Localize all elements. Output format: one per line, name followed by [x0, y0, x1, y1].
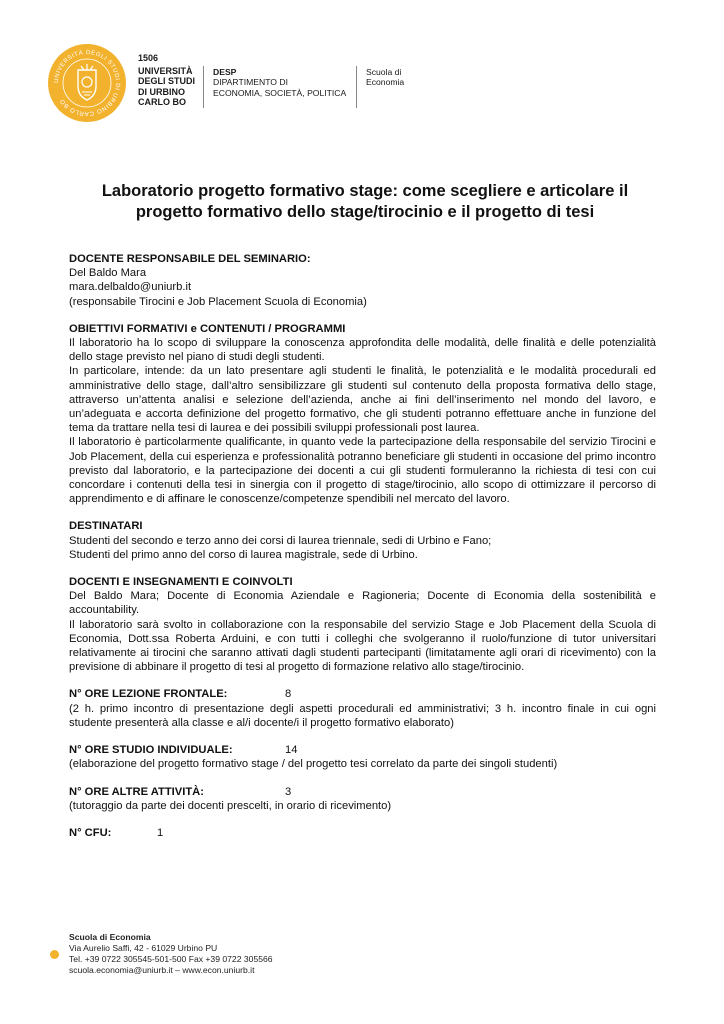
section-obiettivi	[69, 322, 656, 507]
paragraph: Il laboratorio sarà svolto in collaborazione con la responsabile del servizio Stage e Job Placement della Scuola di Economia, Dott.ssa Roberta Arduini, e con tutti i colleghi che svolgeranno il ruolo/funzione di tutor universitari relativamente ai tirocini che saranno attivati dagli studenti partecipanti (limitatamente agli orari di ricevimento) con la previsione di abbinare il progetto di tesi al progetto di formazione relativo allo stage/tirocinio.	[69, 618, 656, 674]
university-line: DEGLI STUDI	[138, 76, 196, 86]
field-description: (2 h. primo incontro di presentazione degli aspetti procedurali ed amministrativi; 3 h. incontro finale in cui ogni studente presenterà alla classe e al/i docente/i il progetto formativo elaborato)	[69, 702, 656, 729]
section-destinatari	[69, 519, 656, 562]
department-acronym: DESP	[213, 67, 237, 77]
field-value: 3	[285, 785, 292, 798]
field-label: N° ORE ALTRE ATTIVITÀ:	[69, 785, 204, 798]
department-name	[213, 67, 346, 98]
section-docente	[69, 252, 656, 309]
paragraph: Il laboratorio è particolarmente qualificante, in quanto vede la partecipazione della responsabile del servizio Tirocini e Job Placement, della cui esperienza e professionalità potranno beneficiare gli studenti in occasione del primo incontro previsto dal laboratorio, e la partecipazione dei docenti a cui gli studenti formuleranno la richiesta di tesi con cui concordare i contenuti della tesi in sinergia con il progetto di stage/tirocinio, allo scopo di ottimizzare il percorso di apprendimento e di affinare le conoscenze/competenze spendibili nel mercato del lavoro.	[69, 436, 656, 506]
paragraph: In particolare, intende: da un lato presentare agli studenti le finalità, le potenzialità e le modalità procedurali ed amministrative dello stage, dall’altro sensibilizzare gli studenti sul contenuto della proposta formativa dello stage, attraverso un’attenta analisi e selezione dell’azienda, anche ai fini dell’inserimento nel mondo del lavoro, e un’adeguata e accorta definizione del progetto formativo, che gli studenti potranno effettuare anche in funzione del tema da trattare nella tesi di laurea e dei possibili sviluppi professionali post laurea.	[69, 365, 656, 435]
field-label: N° ORE STUDIO INDIVIDUALE:	[69, 744, 233, 757]
cfu	[69, 826, 656, 840]
docente-name: Del Baldo Mara	[69, 267, 147, 280]
section-heading: DOCENTE RESPONSABILE DEL SEMINARIO:	[69, 253, 311, 265]
footer-web: scuola.economia@uniurb.it – www.econ.uniurb.it	[69, 965, 255, 975]
section-heading: DOCENTI E INSEGNAMENTI E COINVOLTI	[69, 576, 293, 589]
footer	[69, 932, 273, 976]
ore-studio-individuale	[69, 743, 656, 771]
header-divider	[356, 66, 357, 108]
ore-altre-attivita	[69, 785, 656, 813]
paragraph: Il laboratorio ha lo scopo di sviluppare la conoscenza approfondita delle modalità, delle finalità e delle potenzialità dello stage previsto nel piano di studi degli studenti.	[69, 337, 656, 364]
seal-text: UNIVERSITÀ DEGLI STUDI DI URBINO CARLO BO	[53, 49, 121, 117]
school-line: Economia	[366, 77, 405, 88]
docente-role: (responsabile Tirocini e Job Placement Scuola di Economia)	[69, 295, 367, 308]
department-line: DIPARTIMENTO DI	[213, 77, 288, 88]
field-description: (elaborazione del progetto formativo stage / del progetto tesi correlato da parte dei singoli studenti)	[69, 758, 558, 771]
footer-phone: Tel. +39 0722 305545-501-500 Fax +39 0722 305566	[69, 954, 273, 964]
destinatari-line: Studenti del secondo e terzo anno dei corsi di laurea triennale, sedi di Urbino e Fano;	[69, 534, 492, 547]
header-divider	[203, 66, 204, 108]
university-seal-icon	[48, 44, 126, 122]
field-value: 1	[157, 826, 164, 839]
section-docenti	[69, 575, 656, 674]
school-line: Scuola di	[366, 67, 402, 77]
field-value: 8	[285, 688, 292, 701]
field-label: N° CFU:	[69, 826, 112, 839]
university-line: DI URBINO	[138, 86, 185, 97]
section-heading: DESTINATARI	[69, 520, 143, 533]
department-line: ECONOMIA, SOCIETÀ, POLITICA	[213, 87, 347, 98]
field-value: 14	[285, 744, 298, 757]
destinatari-line: Studenti del primo anno del corso di laurea magistrale, sede di Urbino.	[69, 548, 418, 561]
ore-lezione-frontale	[69, 687, 656, 730]
docente-email: mara.delbaldo@uniurb.it	[69, 281, 192, 294]
title-line-1: Laboratorio progetto formativo stage: come scegliere e articolare il	[101, 182, 629, 200]
school-name	[366, 67, 404, 88]
paragraph: Del Baldo Mara; Docente di Economia Aziendale e Ragioneria; Docente di Economia della sostenibilità e accountability.	[69, 590, 656, 617]
footer-name: Scuola di Economia	[69, 932, 151, 942]
university-line: UNIVERSITÀ	[138, 65, 193, 76]
title-line-2: progetto formativo dello stage/tirocinio e il progetto di tesi	[135, 203, 595, 221]
document-body	[69, 252, 656, 853]
section-heading: OBIETTIVI FORMATIVI e CONTENUTI / PROGRAMMI	[69, 322, 346, 335]
field-label: N° ORE LEZIONE FRONTALE:	[69, 688, 228, 701]
footer-address: Via Aurelio Saffi, 42 - 61029 Urbino PU	[69, 943, 218, 953]
page-title	[70, 181, 660, 223]
field-description: (tutoraggio da parte dei docenti prescelti, in orario di ricevimento)	[69, 799, 392, 812]
university-name	[138, 53, 195, 108]
university-line: CARLO BO	[138, 97, 186, 107]
footer-dot-icon	[50, 950, 59, 959]
university-year: 1506	[138, 53, 159, 63]
